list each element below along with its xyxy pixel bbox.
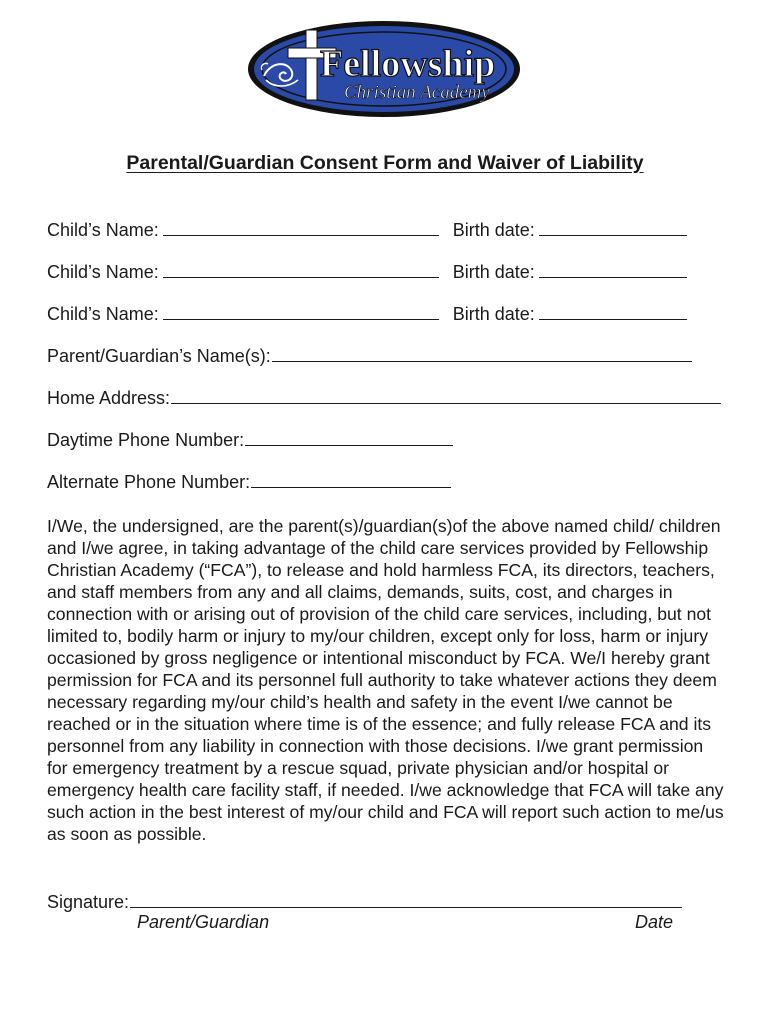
child-name-label: Child’s Name:: [47, 220, 159, 240]
daytime-phone-label: Daytime Phone Number:: [47, 430, 245, 450]
signature-field[interactable]: [130, 889, 682, 908]
parent-name-field[interactable]: [272, 344, 692, 362]
parent-name-label: Parent/Guardian’s Name(s):: [47, 346, 271, 366]
child-name-field[interactable]: [163, 302, 439, 320]
logo-main-text: Fellowship: [320, 43, 496, 85]
birth-date-label: Birth date:: [452, 304, 535, 324]
alternate-phone-row: [47, 470, 451, 494]
birth-date-field[interactable]: [539, 218, 687, 236]
home-address-field[interactable]: [171, 386, 721, 404]
parent-name-row: [47, 344, 692, 368]
waiver-paragraph: I/We, the undersigned, are the parent(s)/guardian(s)of the above named child/ children and I/we agree, in taking advantage of the child care services provided by Fellowship Christian Academy (“FCA”), to release and hold harmless FCA, its directors, teachers, and staff members from any and all claims, demands, suits, cost, and charges in connection with or arising out of provision of the child care services, including, but not limited to, bodily harm or injury to my/our children, except only for loss, harm or injury occasioned by gross negligence or intentional misconduct by FCA. We/I hereby grant permission for FCA and its personnel full authority to take whatever actions they deem necessary regarding my/our child’s health and safety in the event I/we cannot be reached or in the situation where time is of the essence; and fully release FCA and its personnel from any liability in connection with those decisions. I/we grant permission for emergency treatment by a rescue squad, private physician and/or hospital or emergency health care facility staff, if needed. I/we acknowledge that FCA will take any such action in the best interest of my/our child and FCA will report such action to me/us as soon as possible.: [47, 516, 724, 844]
alternate-phone-label: Alternate Phone Number:: [47, 472, 251, 492]
signature-caption-date: Date: [635, 912, 674, 932]
child-name-field[interactable]: [163, 260, 439, 278]
child-name-label: Child’s Name:: [47, 262, 159, 282]
birth-date-label: Birth date:: [452, 220, 535, 240]
child-name-row-1: [47, 218, 687, 242]
daytime-phone-field[interactable]: [245, 428, 453, 446]
form-title: Parental/Guardian Consent Form and Waiver of Liability: [126, 152, 644, 174]
home-address-row: [47, 386, 721, 410]
home-address-label: Home Address:: [47, 388, 171, 408]
birth-date-field[interactable]: [539, 302, 687, 320]
birth-date-label: Birth date:: [452, 262, 535, 282]
fellowship-logo: [244, 18, 524, 120]
signature-caption-parent: Parent/Guardian: [137, 912, 270, 932]
signature-label: Signature:: [47, 892, 130, 912]
child-name-row-2: [47, 260, 687, 284]
child-name-field[interactable]: [163, 218, 439, 236]
child-name-row-3: [47, 302, 687, 326]
alternate-phone-field[interactable]: [251, 470, 451, 488]
birth-date-field[interactable]: [539, 260, 687, 278]
daytime-phone-row: [47, 428, 453, 452]
child-name-label: Child’s Name:: [47, 304, 159, 324]
logo-sub-text: Christian Academy: [344, 82, 490, 103]
signature-row: [47, 889, 682, 913]
